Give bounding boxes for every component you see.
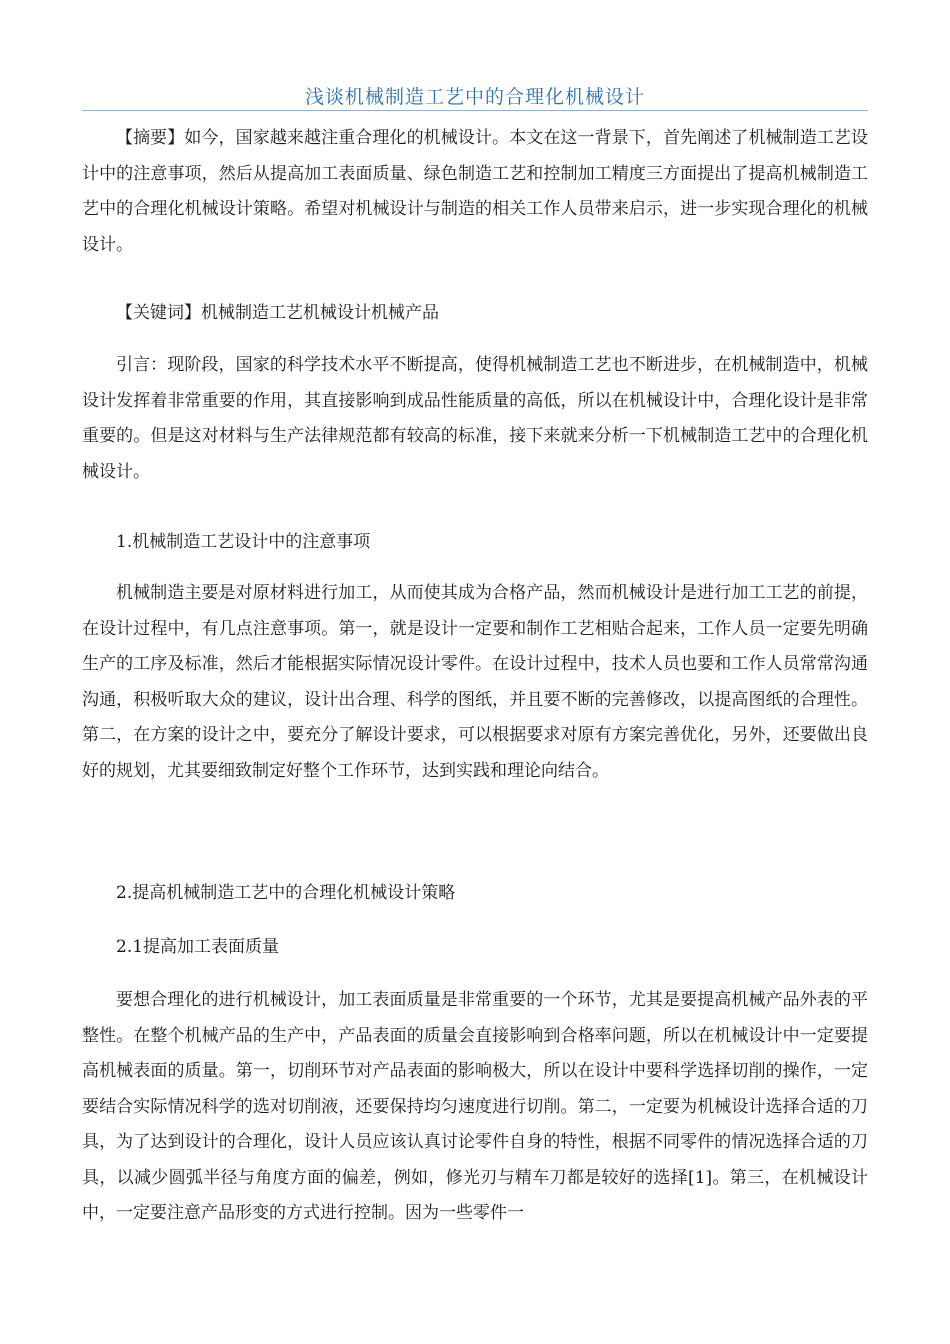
abstract-paragraph: 【摘要】如今，国家越来越注重合理化的机械设计。本文在这一背景下，首先阐述了机械制造工艺设计中的注意事项，然后从提高加工表面质量、绿色制造工艺和控制加工精度三方面提出了提高机械制造工艺中的合理化机械设计策略。希望对机械设计与制造的相关工作人员带来启示，进一步实现合理化的机械设计。	[82, 128, 868, 255]
document-title: 浅谈机械制造工艺中的合理化机械设计	[304, 86, 645, 108]
section-1-body: 机械制造主要是对原材料进行加工，从而使其成为合格产品，然而机械设计是进行加工工艺的前提，在设计过程中，有几点注意事项。第一，就是设计一定要和制作工艺相贴合起来，工作人员一定要先明确生产的工序及标准，然后才能根据实际情况设计零件。在设计过程中，技术人员也要和工作人员常常沟通沟通，积极听取大众的建议，设计出合理、科学的图纸，并且要不断的完善修改，以提高图纸的合理性。第二，在方案的设计之中，要充分了解设计要求，可以根据要求对原有方案完善优化，另外，还要做出良好的规划，尤其要细致制定好整个工作环节，达到实践和理论向结合。	[82, 583, 868, 781]
section-2-1-heading: 2.1提高加工表面质量	[116, 937, 280, 957]
title-divider	[82, 110, 868, 111]
section-1-heading: 1.机械制造工艺设计中的注意事项	[116, 532, 371, 552]
section-2-1-body: 要想合理化的进行机械设计，加工表面质量是非常重要的一个环节，尤其是要提高机械产品外表的平整性。在整个机械产品的生产中，产品表面的质量会直接影响到合格率问题，所以在机械设计中一定要提高机械表面的质量。第一，切削环节对产品表面的影响极大，所以在设计中要科学选择切削的操作，一定要结合实际情况科学的选对切削液，还要保持均匀速度进行切削。第二，一定要为机械设计选择合适的刀具，为了达到设计的合理化，设计人员应该认真讨论零件自身的特性，根据不同零件的情况选择合适的刀具，以减少圆弧半径与角度方面的偏差，例如，修光刃与精车刀都是较好的选择[1]。第三，在机械设计中，一定要注意产品形变的方式进行控制。因为一些零件一	[82, 990, 868, 1223]
section-2-heading: 2.提高机械制造工艺中的合理化机械设计策略	[116, 883, 456, 903]
keywords-line: 【关键词】机械制造工艺机械设计机械产品	[116, 303, 439, 323]
introduction-paragraph: 引言：现阶段，国家的科学技术水平不断提高，使得机械制造工艺也不断进步，在机械制造中，机械设计发挥着非常重要的作用，其直接影响到成品性能质量的高低，所以在机械设计中，合理化设计是非常重要的。但是这对材料与生产法律规范都有较高的标准，接下来就来分析一下机械制造工艺中的合理化机械设计。	[82, 355, 868, 482]
